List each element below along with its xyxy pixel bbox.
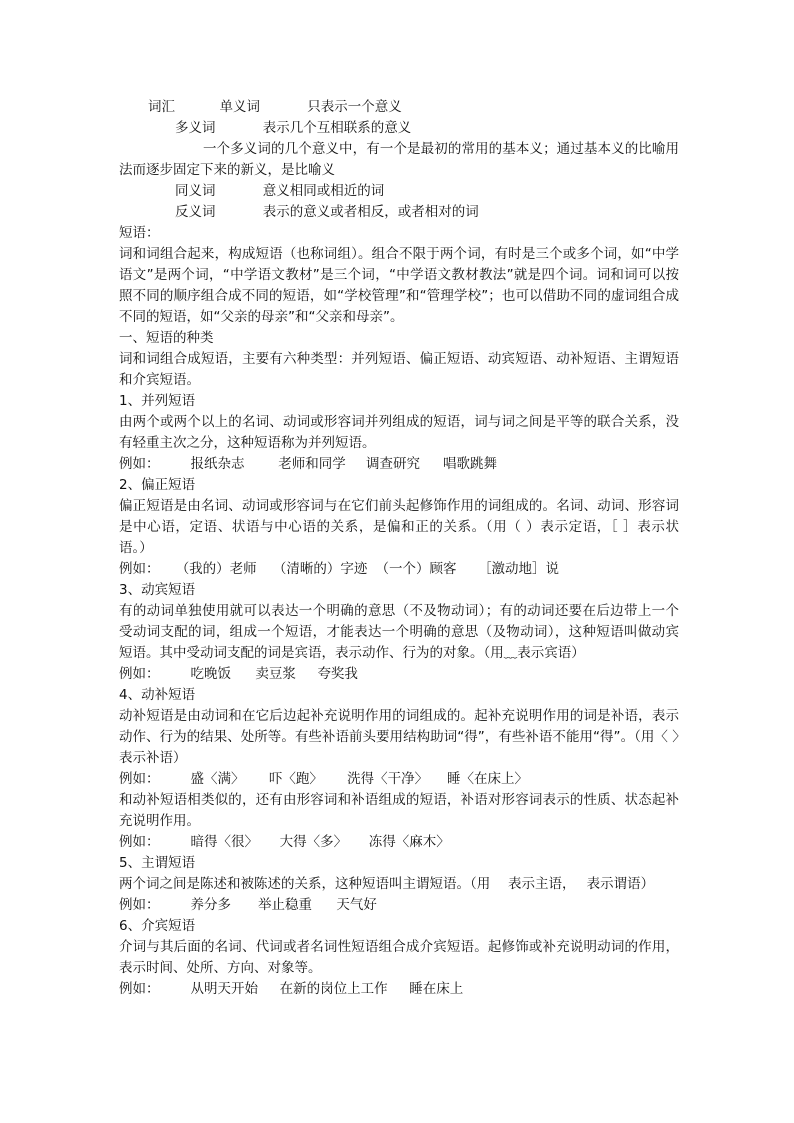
example-item: 报纸杂志 xyxy=(190,456,245,472)
vocab-type: 同义词 xyxy=(175,183,216,199)
polysemy-note: 一个多义词的几个意义中，有一个是最初的常用的基本义；通过基本义的比喻用法而逐步固定下来的新义，是比喻义 xyxy=(119,141,679,178)
example-item: （我的）老师 xyxy=(175,561,257,577)
example-row xyxy=(119,832,679,853)
example-item: 吓〈跑〉 xyxy=(268,771,323,787)
example-item: 卖豆浆 xyxy=(255,666,296,682)
vocab-meaning: 只表示一个意义 xyxy=(307,99,402,115)
type-title: 3、动宾短语 xyxy=(119,582,196,598)
example-item: 睡〈在床上〉 xyxy=(447,771,529,787)
vocab-row-synonym xyxy=(119,181,679,202)
vocab-row-polysemy xyxy=(119,118,679,139)
example-label: 例如： xyxy=(119,897,160,913)
example-label: 例如： xyxy=(119,666,160,682)
example-label: 例如： xyxy=(119,981,160,997)
example-label: 例如： xyxy=(119,456,160,472)
vocab-type: 多义词 xyxy=(175,120,216,136)
example-row xyxy=(119,895,679,916)
example-item: 盛〈满〉 xyxy=(190,771,245,787)
type-desc: 介词与其后面的名词、代词或者名词性短语组合成介宾短语。起修饰或补充说明动词的作用，表示时间、处所、方向、对象等。 xyxy=(119,939,679,976)
example-item: 在新的岗位上工作 xyxy=(279,981,388,997)
example-item: 天气好 xyxy=(336,897,377,913)
example-item: 从明天开始 xyxy=(190,981,259,997)
type-extra-desc: 和动补短语相类似的，还有由形容词和补语组成的短语，补语对形容词表示的性质、状态起补充说明作用。 xyxy=(119,792,679,829)
type-desc: 由两个或两个以上的名词、动词或形容词并列组成的短语，词与词之间是平等的联合关系，没有轻重主次之分，这种短语称为并列短语。 xyxy=(119,414,679,451)
example-row xyxy=(119,769,679,790)
type-title: 4、动补短语 xyxy=(119,687,196,703)
example-item: 养分多 xyxy=(190,897,232,913)
type-desc: 动补短语是由动词和在它后边起补充说明作用的词组成的。起补充说明作用的词是补语，表示动作、行为的结果、处所等。有些补语前头要用结构助词“得”，有些补语不能用“得”。（用〈 〉表示补语） xyxy=(119,708,679,766)
type-desc: 偏正短语是由名词、动词或形容词与在它们前头起修饰作用的词组成的。名词、动词、形容词是中心语，定语、状语与中心语的关系，是偏和正的关系。（用（ ）表示定语，［ ］表示状语。） xyxy=(119,498,679,556)
vocab-meaning: 表示几个互相联系的意义 xyxy=(262,120,412,136)
vocab-meaning: 表示的意义或者相反，或者相对的词 xyxy=(262,204,479,220)
type-title: 2、偏正短语 xyxy=(119,477,196,493)
vocab-meaning: 意义相同或相近的词 xyxy=(262,183,385,199)
example-row xyxy=(119,454,679,475)
example-row xyxy=(119,979,679,1000)
type-title: 6、介宾短语 xyxy=(119,918,196,934)
type-desc: 有的动词单独使用就可以表达一个明确的意思（不及物动词）；有的动词还要在后边带上一个受动词支配的词，组成一个短语，才能表达一个明确的意思（及物动词），这种短语叫做动宾短语。其中受动词支配的词是宾语，表示动作、行为的对象。（用﹏表示宾语） xyxy=(119,603,679,661)
example-item: 夸奖我 xyxy=(317,666,358,682)
example-item: 睡在床上 xyxy=(409,981,464,997)
type-desc: 两个词之间是陈述和被陈述的关系，这种短语叫主谓短语。（用 表示主语， 表示谓语） xyxy=(119,876,655,892)
section-intro: 词和词组合成短语，主要有六种类型：并列短语、偏正短语、动宾短语、动补短语、主谓短语和介宾短语。 xyxy=(119,351,679,388)
type-title: 5、主谓短语 xyxy=(119,855,196,871)
phrase-heading: 短语： xyxy=(119,225,160,241)
example-item: 举止稳重 xyxy=(258,897,313,913)
example-label: 例如： xyxy=(119,834,160,850)
example-item: 调查研究 xyxy=(366,456,421,472)
example-item: 大得〈多〉 xyxy=(279,834,348,850)
example-item: （清晰的）字迹 xyxy=(272,561,368,577)
example-row xyxy=(119,559,679,580)
vocab-term: 词汇 xyxy=(148,99,175,115)
example-item: （一个）顾客 xyxy=(375,561,457,577)
vocab-row-antonym xyxy=(119,202,679,223)
example-row xyxy=(119,664,679,685)
example-item: 老师和同学 xyxy=(278,456,346,472)
example-item: 暗得〈很〉 xyxy=(190,834,259,850)
document-body xyxy=(119,97,679,1000)
example-item: 冻得〈麻木〉 xyxy=(368,834,450,850)
vocab-type: 单义词 xyxy=(219,99,261,115)
phrase-intro: 词和词组合起来，构成短语（也称词组）。组合不限于两个词，有时是三个或多个词，如“中学语文”是两个词，“中学语文教材”是三个词，“中学语文教材教法”就是四个词。词和词可以按照不同的顺序组合成不同的短语，如“学校管理”和“管理学校”；也可以借助不同的虚词组合成不同的短语，如“父亲的母亲”和“父亲和母亲”。 xyxy=(119,246,679,325)
example-item: 唱歌跳舞 xyxy=(442,456,497,472)
vocab-type: 反义词 xyxy=(175,204,216,220)
example-item: ［激动地］说 xyxy=(478,561,560,577)
vocab-row-single xyxy=(119,97,679,118)
example-label: 例如： xyxy=(119,771,160,787)
section-title: 一、短语的种类 xyxy=(119,330,214,346)
example-item: 吃晚饭 xyxy=(190,666,232,682)
type-title: 1、并列短语 xyxy=(119,393,196,409)
example-item: 洗得〈干净〉 xyxy=(347,771,429,787)
example-label: 例如： xyxy=(119,561,160,577)
